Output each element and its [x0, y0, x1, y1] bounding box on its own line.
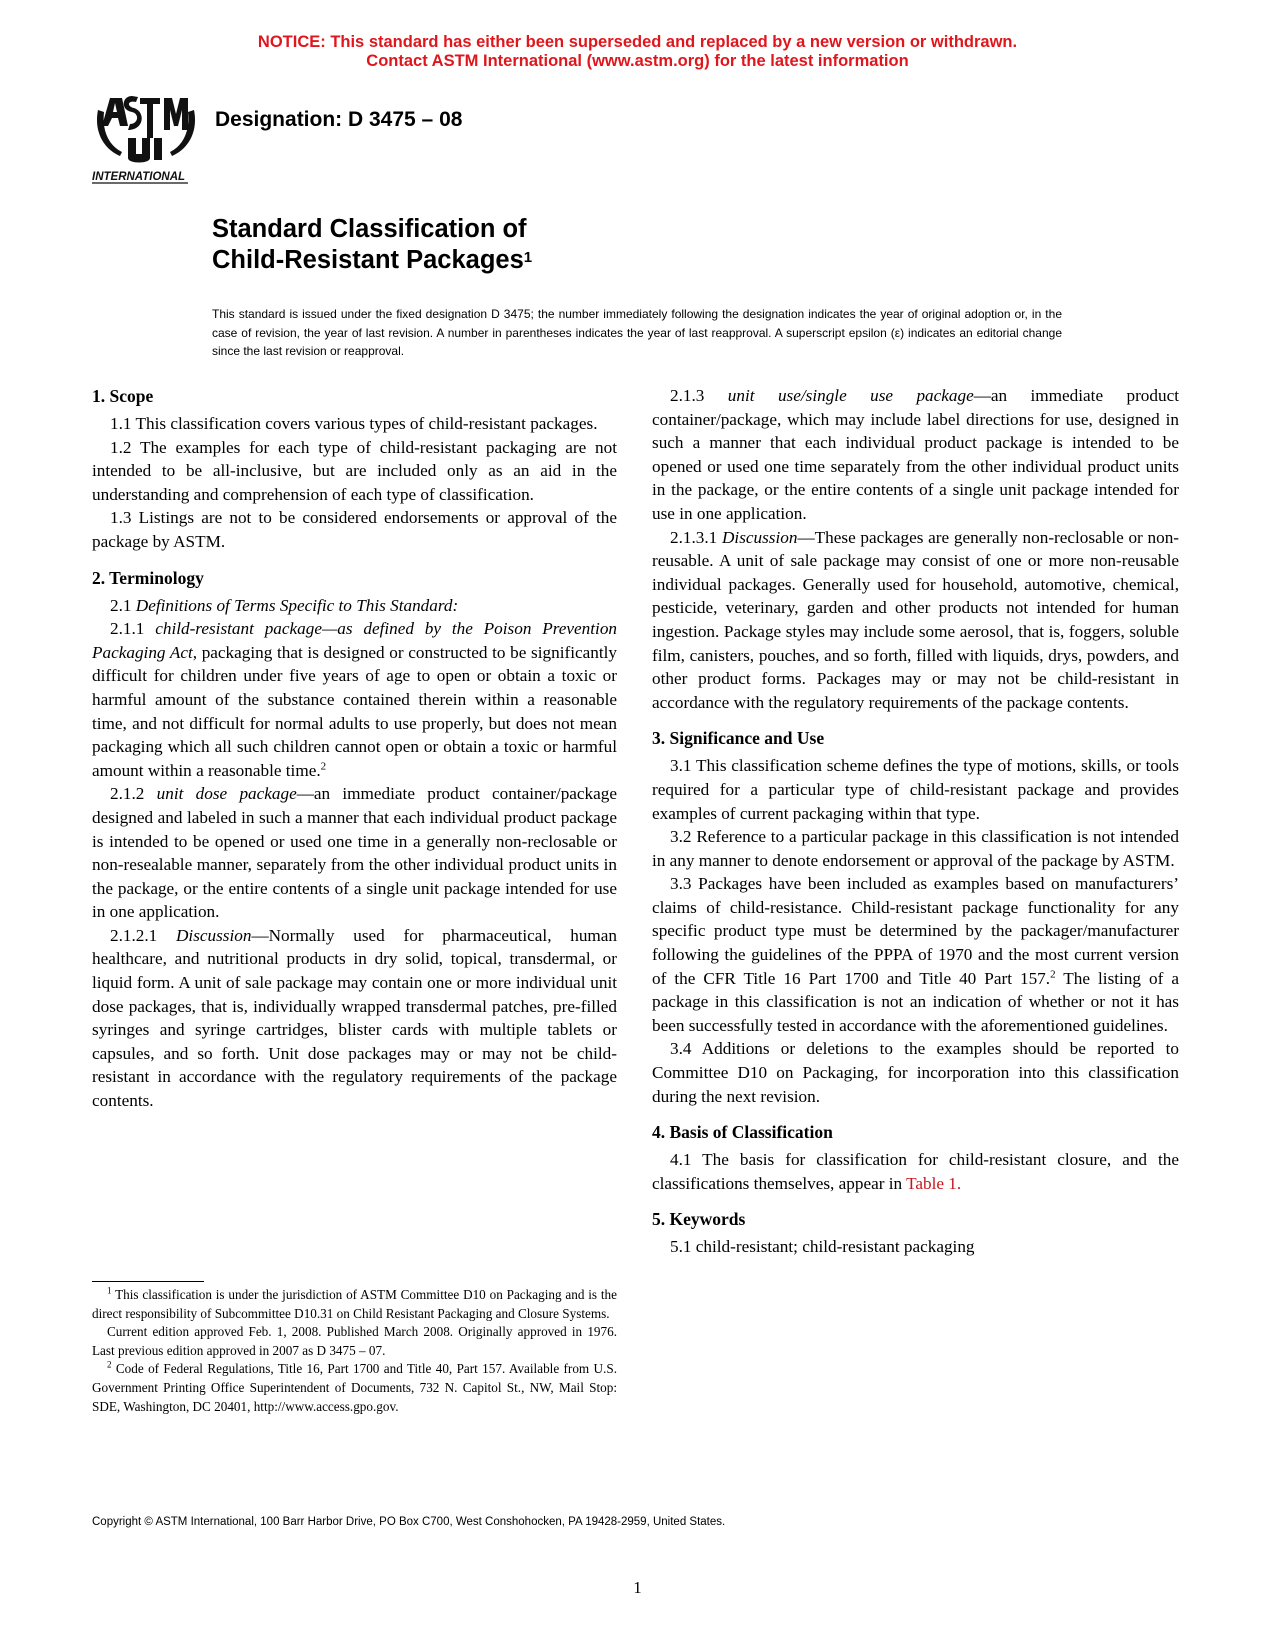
notice-line-2: Contact ASTM International (www.astm.org) for the latest information — [366, 52, 909, 70]
paragraph-2-1-2: 2.1.2 unit dose package—an immediate product container/package designed and labeled in such a manner that each individual product package is intended to be opened or used one time in a generally non-reclosable or non-resealable manner, separately from the other individual product units in the package, or the entire contents of a single unit package intended for use in one application. — [92, 784, 618, 922]
paragraph-2-1-2-1: 2.1.2.1 Discussion—Normally used for pharmaceutical, human healthcare, and nutritional products in dry solid, topical, transdermal, or liquid form. A unit of sale package may contain one or more individual unit dose packages, that is, individually wrapped transdermal patches, pre-filled syringes and syringe cartridges, blister cards with multiple tablets or capsules, and so forth. Unit dose packages may or may not be child-resistant in accordance with the regulatory requirements of the package contents. — [92, 925, 618, 1111]
paragraph-3-2: 3.2 Reference to a particular package in this classification is not intended in any manner to denote endorsement or approval of the package by ASTM. — [652, 827, 1179, 870]
paragraph-1-3: 1.3 Listings are not to be considered endorsements or approval of the package by ASTM. — [92, 508, 617, 551]
paragraph-2-1-3-1: 2.1.3.1 Discussion—These packages are generally non-reclosable or non-reusable. A unit of sale package may consist of one or more non-reusable individual packages. Generally used for household, automotive, chemical, pesticide, veterinary, garden and other products not intended for human ingestion. Package styles may include some aerosol, that is, foggers, soluble film, canisters, pouches, and so forth, filled with liquids, drys, powders, and other product forms. Packages may or may not be child-resistant in accordance with the regulatory requirements of the package contents. — [652, 527, 1180, 712]
footnote-divider — [92, 1281, 204, 1282]
paragraph-1-1: 1.1 This classification covers various types of child-resistant packages. — [110, 414, 598, 433]
title-line-1: Standard Classification of — [212, 215, 527, 243]
copyright-line: Copyright © ASTM International, 100 Barr Harbor Drive, PO Box C700, West Conshohocken, PA 19428-2959, United States. — [92, 1516, 726, 1528]
notice-banner — [0, 33, 1275, 71]
section-heading-basis: 4. Basis of Classification — [652, 1122, 833, 1143]
left-column — [92, 384, 617, 1113]
title-line-2: Child-Resistant Packages$^1$ — [212, 246, 533, 274]
issue-note: This standard is issued under the fixed designation D 3475; the number immediately following the designation indicates the year of original adoption or, in the case of revision, the year of last revision. A number in parentheses indicates the year of last reapproval. A superscript epsilon (ε) indicates an editorial change since the last revision or reapproval. — [212, 307, 1062, 358]
paragraph-2-1-1: 2.1.1 child-resistant package—as defined by the Poison Prevention Packaging Act, packaging that is designed or constructed to be significantly difficult for children under five years of age to open or obtain a toxic or harmful amount of the substance contained therein within a reasonable time, and not difficult for normal adults to use properly, but does not mean packaging which all such children cannot open or obtain a toxic or harmful amount within a reasonable time.$^2$ — [92, 619, 618, 780]
page-title — [212, 214, 532, 276]
footnotes — [92, 1281, 617, 1416]
logo-caption: INTERNATIONAL — [92, 171, 186, 183]
paragraph-2-1-3: 2.1.3 unit use/single use package—an immediate product container/package, which may include label directions for use, designed in such a manner that each individual product package is intended to be opened or used one time separately from the other individual product units in the package, or the entire contents of a single unit package intended for use in one application. — [652, 386, 1179, 523]
designation: Designation: D 3475 – 08 — [215, 108, 463, 131]
page-number: 1 — [633, 1578, 642, 1597]
footnote-2: $^2$ Code of Federal Regulations, Title 16, Part 1700 and Title 40, Part 157. Available from U.S. Government Printing Office Superintendent of Documents, 732 N. Capitol St., NW, Mail Stop: SDE, Washington, DC 20401, http://www.access.gpo.gov. — [92, 1359, 617, 1414]
paragraph-1-2: 1.2 The examples for each type of child-resistant packaging are not intended to be all-inclusive, but are included only as an aid in the understanding and comprehension of each type of classification. — [92, 437, 617, 504]
astm-logo — [92, 90, 200, 186]
notice-line-1: NOTICE: This standard has either been superseded and replaced by a new version or withdrawn. — [257, 33, 1018, 51]
title-footnote-marker: 1 — [523, 249, 533, 266]
table-1-link[interactable]: Table 1 — [906, 1173, 957, 1193]
paragraph-5-1: 5.1 child-resistant; child-resistant packaging — [670, 1237, 975, 1257]
section-heading-significance: 3. Significance and Use — [652, 728, 825, 749]
footnote-1: $^1$ This classification is under the jurisdiction of ASTM Committee D10 on Packaging and is the direct responsibility of Subcommittee D10.31 on Child Resistant Packaging and Closure Systems. — [92, 1285, 617, 1321]
section-heading-keywords: 5. Keywords — [652, 1209, 746, 1230]
section-heading-scope: 1. Scope — [92, 386, 154, 406]
paragraph-3-4: 3.4 Additions or deletions to the examples should be reported to Committee D10 on Packaging, for incorporation into this classification during the next revision. — [652, 1039, 1179, 1106]
footnote-1-edition: Current edition approved Feb. 1, 2008. Published March 2008. Originally approved in 1976. Last previous edition approved in 2007 as D 3475 – 07. — [92, 1324, 617, 1358]
section-heading-terminology: 2. Terminology — [92, 567, 204, 588]
paragraph-2-1: 2.1 Definitions of Terms Specific to This Standard: — [110, 595, 459, 615]
paragraph-3-1: 3.1 This classification scheme defines the type of motions, skills, or tools required for a particular type of child-resistant package and provides examples of current packaging within that type. — [652, 756, 1179, 823]
paragraph-4-1: 4.1 The basis for classification for child-resistant closure, and the classifications themselves, appear in Table 1. — [652, 1150, 1179, 1193]
right-column — [652, 384, 1179, 1259]
paragraph-3-3: 3.3 Packages have been included as examples based on manufacturers’ claims of child-resistance. Child-resistant package functionality for any specific product type must be determined by the packager/manufacturer following the guidelines of the PPPA of 1970 and the most current version of the CFR Title 16 Part 1700 and Title 40 Part 157.$^2$ The listing of a package in this classification is not an indication of whether or not it has been successfully tested in accordance with the aforementioned guidelines. — [652, 874, 1179, 1035]
